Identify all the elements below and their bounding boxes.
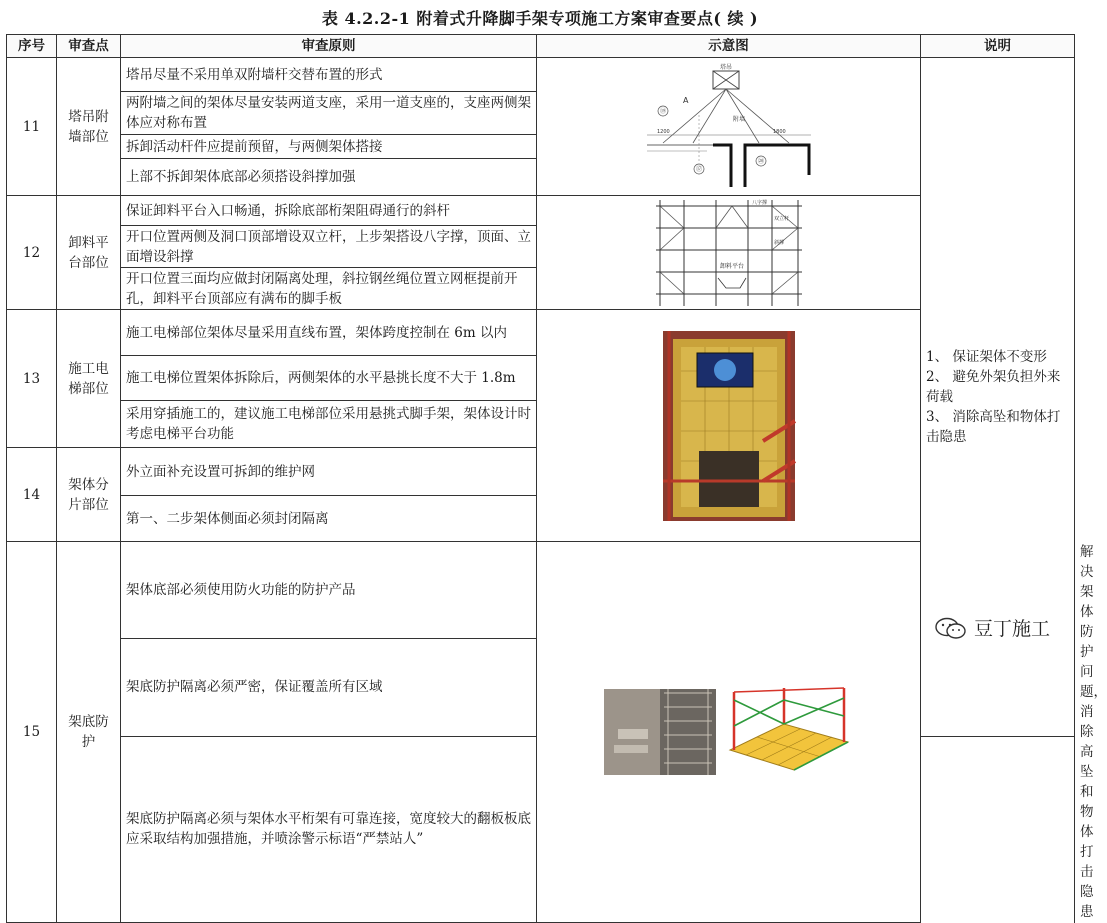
header-row	[7, 35, 1075, 58]
table-title: 表 4.2.2-1 附着式升降脚手架专项施工方案审查要点( 续 )	[321, 9, 759, 28]
diagram-label: ⑳	[757, 157, 764, 165]
diagram-cell	[537, 542, 921, 923]
watermark-text: 豆丁施工	[973, 618, 1050, 640]
header-diagram: 示意图	[537, 35, 921, 58]
review-table	[6, 34, 1107, 923]
diagram-label: ⑲	[659, 107, 666, 115]
principle-item: 塔吊尽量不采用单双附墙杆交替布置的形式	[121, 58, 537, 92]
review-point: 架体分片部位	[57, 448, 121, 542]
diagram-label: ⑰	[695, 165, 702, 173]
row-number: 15	[7, 542, 57, 923]
principle-item: 施工电梯位置架体拆除后，两侧架体的水平悬挑长度不大于 1.8m	[121, 356, 537, 401]
principle-item: 开口位置两侧及洞口顶部增设双立杆，上步架搭设八字撑，顶面、立面增设斜撑	[121, 226, 537, 268]
principle-item: 外立面补充设置可拆卸的维护网	[121, 448, 537, 496]
row-number: 13	[7, 310, 57, 448]
principle-item: 采用穿插施工的，建议施工电梯部位采用悬挑式脚手架，架体设计时考虑电梯平台功能	[121, 401, 537, 448]
principle-item: 施工电梯部位架体尽量采用直线布置，架体跨度控制在 6m 以内	[121, 310, 537, 356]
header-note: 说明	[921, 35, 1075, 58]
table-row	[7, 310, 1075, 356]
diagram-label: 附墙	[732, 115, 745, 123]
diagram-cell	[537, 310, 921, 542]
table-row	[7, 196, 1075, 226]
principle-item: 上部不拆卸架体底部必须搭设斜撑加强	[121, 159, 537, 196]
bottom-protection-photo	[604, 689, 716, 775]
principle-item: 第一、二步架体侧面必须封闭隔离	[121, 496, 537, 542]
principle-item: 两附墙之间的架体尽量安装两道支座，采用一道支座的，支座两侧架体应对称布置	[121, 92, 537, 135]
bottom-protection-figures	[542, 686, 915, 778]
wechat-icon	[934, 616, 968, 640]
review-point: 施工电梯部位	[57, 310, 121, 448]
diagram-label: A	[682, 95, 688, 105]
note-item: 3、 消除高坠和物体打击隐患	[926, 408, 1061, 445]
diagram-label: 斜撑	[773, 239, 784, 246]
header-principle: 审查原则	[121, 35, 537, 58]
watermark	[934, 614, 1050, 641]
principle-item: 架底防护隔离必须严密，保证覆盖所有区域	[121, 639, 537, 736]
row-number: 14	[7, 448, 57, 542]
note-item: 1、 保证架体不变形	[926, 348, 1047, 365]
diagram-cell	[537, 196, 921, 310]
unloading-platform-diagram	[654, 198, 804, 308]
note-item: 2、 避免外架负担外来荷载	[926, 368, 1061, 405]
table-row	[7, 58, 1075, 92]
elevator-photo	[663, 331, 795, 521]
header-no: 序号	[7, 35, 57, 58]
diagram-label: 1200	[656, 128, 670, 135]
principle-item: 保证卸料平台入口畅通，拆除底部桁架阻碍通行的斜杆	[121, 196, 537, 226]
review-point: 塔吊附墙部位	[57, 58, 121, 196]
diagram-label: 1800	[772, 128, 786, 135]
diagram-label: 塔吊	[719, 63, 732, 71]
row-number: 11	[7, 58, 57, 196]
review-point: 架底防护	[57, 542, 121, 923]
diagram-label: 双立杆	[773, 215, 789, 222]
diagram-label: 八字撑	[751, 199, 767, 206]
row-number: 12	[7, 196, 57, 310]
principle-item: 开口位置三面均应做封闭隔离处理，斜拉钢丝绳位置立网框提前开孔，卸料平台顶部应有满布的脚手板	[121, 268, 537, 310]
header-point: 审查点	[57, 35, 121, 58]
principle-item: 架底防护隔离必须与架体水平桁架有可靠连接，宽度较大的翻板板底应采取结构加强措施，并喷涂警示标语“严禁站人”	[121, 736, 537, 922]
diagram-label: 卸料平台	[719, 262, 744, 270]
principle-item: 架体底部必须使用防火功能的防护产品	[121, 542, 537, 639]
tower-crane-diagram	[643, 65, 815, 189]
table-row: 15 架底防护 架体底部必须使用防火功能的防护产品 解决架体防护问题，消除高坠和物体打击隐患	[7, 542, 1075, 639]
diagram-cell	[537, 58, 921, 196]
principle-item: 拆卸活动杆件应提前预留，与两侧架体搭接	[121, 135, 537, 159]
bottom-protection-3d-model	[724, 686, 854, 778]
review-point: 卸料平台部位	[57, 196, 121, 310]
